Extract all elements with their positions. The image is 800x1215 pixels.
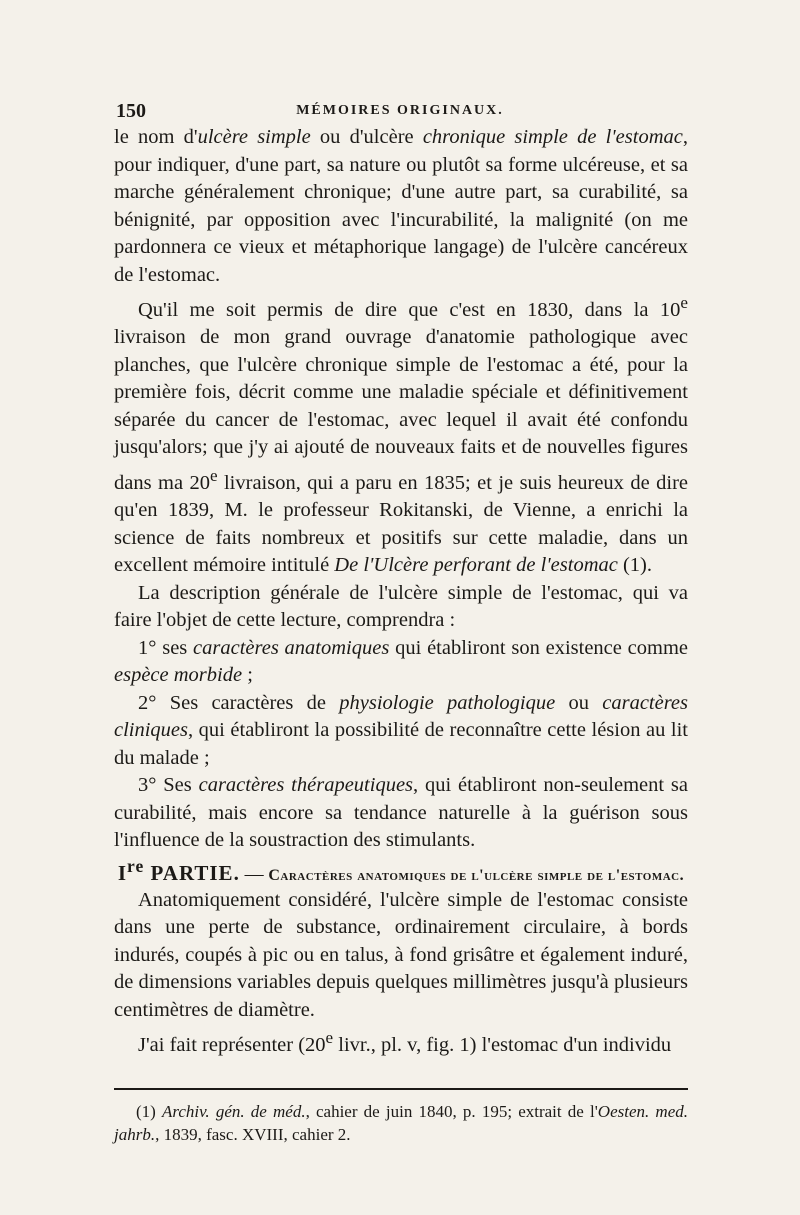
footnotes — [114, 1100, 688, 1146]
list-item-2: 2° Ses caractères de physiologie pathologique ou caractères cliniques, qui établiront la possibilité de reconnaître cette lésion au lit du malade ; — [114, 691, 689, 769]
paragraph-3: La description générale de l'ulcère simple de l'estomac, qui va faire l'objet de cette lecture, comprendra : — [114, 581, 688, 632]
section-heading: Ire PARTIE. — Caractères anatomiques de l'ulcère simple de l'estomac. — [117, 855, 685, 885]
page-number: 150 — [116, 100, 146, 122]
list-item-1: 1° ses caractères anatomiques qui établiront son existence comme espèce morbide ; — [114, 636, 688, 687]
running-head — [110, 100, 690, 124]
paragraph-1: le nom d'ulcère simple ou d'ulcère chronique simple de l'estomac, pour indiquer, d'une part, sa nature ou plutôt sa forme ulcéreuse, et sa marche généralement chronique; d'une autre part, sa curabilité, sa bénignité, par opposition avec l'incurabilité, la malignité (on me pardonnera ce vieux et métaphorique langage) de l'ulcère cancéreux de l'estomac. — [114, 126, 688, 286]
running-title: MÉMOIRES ORIGINAUX. — [296, 103, 504, 118]
list-item-3: 3° Ses caractères thérapeutiques, qui établiront non-seulement sa curabilité, mais encore sa tendance naturelle à la guérison sous l'influence de la soustraction des stimulants. — [114, 774, 688, 852]
footnote-divider — [114, 1088, 688, 1090]
body-text — [114, 124, 688, 1059]
paragraph-5: J'ai fait représenter (20e livr., pl. v, fig. 1) l'estomac d'un individu — [138, 1028, 672, 1056]
footnote-1: (1) Archiv. gén. de méd., cahier de juin 1840, p. 195; extrait de l'Oesten. med. jahrb., 1839, fasc. XVIII, cahier 2. — [114, 1102, 688, 1144]
paragraph-4: Anatomiquement considéré, l'ulcère simple de l'estomac consiste dans une perte de substance, ordinairement circulaire, à bords indurés, coupés à pic ou en talus, à fond grisâtre et également induré, de dimensions variables depuis quelques millimètres jusqu'à plusieurs centimètres de diamètre. — [114, 888, 688, 1021]
paragraph-2: Qu'il me soit permis de dire que c'est en 1830, dans la 10e livraison de mon grand ouvrage d'anatomie pathologique avec planches, que l'ulcère chronique simple de l'estomac a été, pour la première fois, décrit comme une maladie spéciale et définitivement séparée du cancer de l'estomac, avec lequel il avait été confondu jusqu'alors; que j'y ai ajouté de nouveaux faits et de nouvelles figures dans ma 20e livraison, qui a paru en 1835; et je suis heureux de dire qu'en 1839, M. le professeur Rokitanski, de Vienne, a enrichi la science de faits nombreux et positifs sur cette maladie, dans un excellent mémoire intitulé De l'Ulcère perforant de l'estomac (1). — [114, 293, 688, 577]
